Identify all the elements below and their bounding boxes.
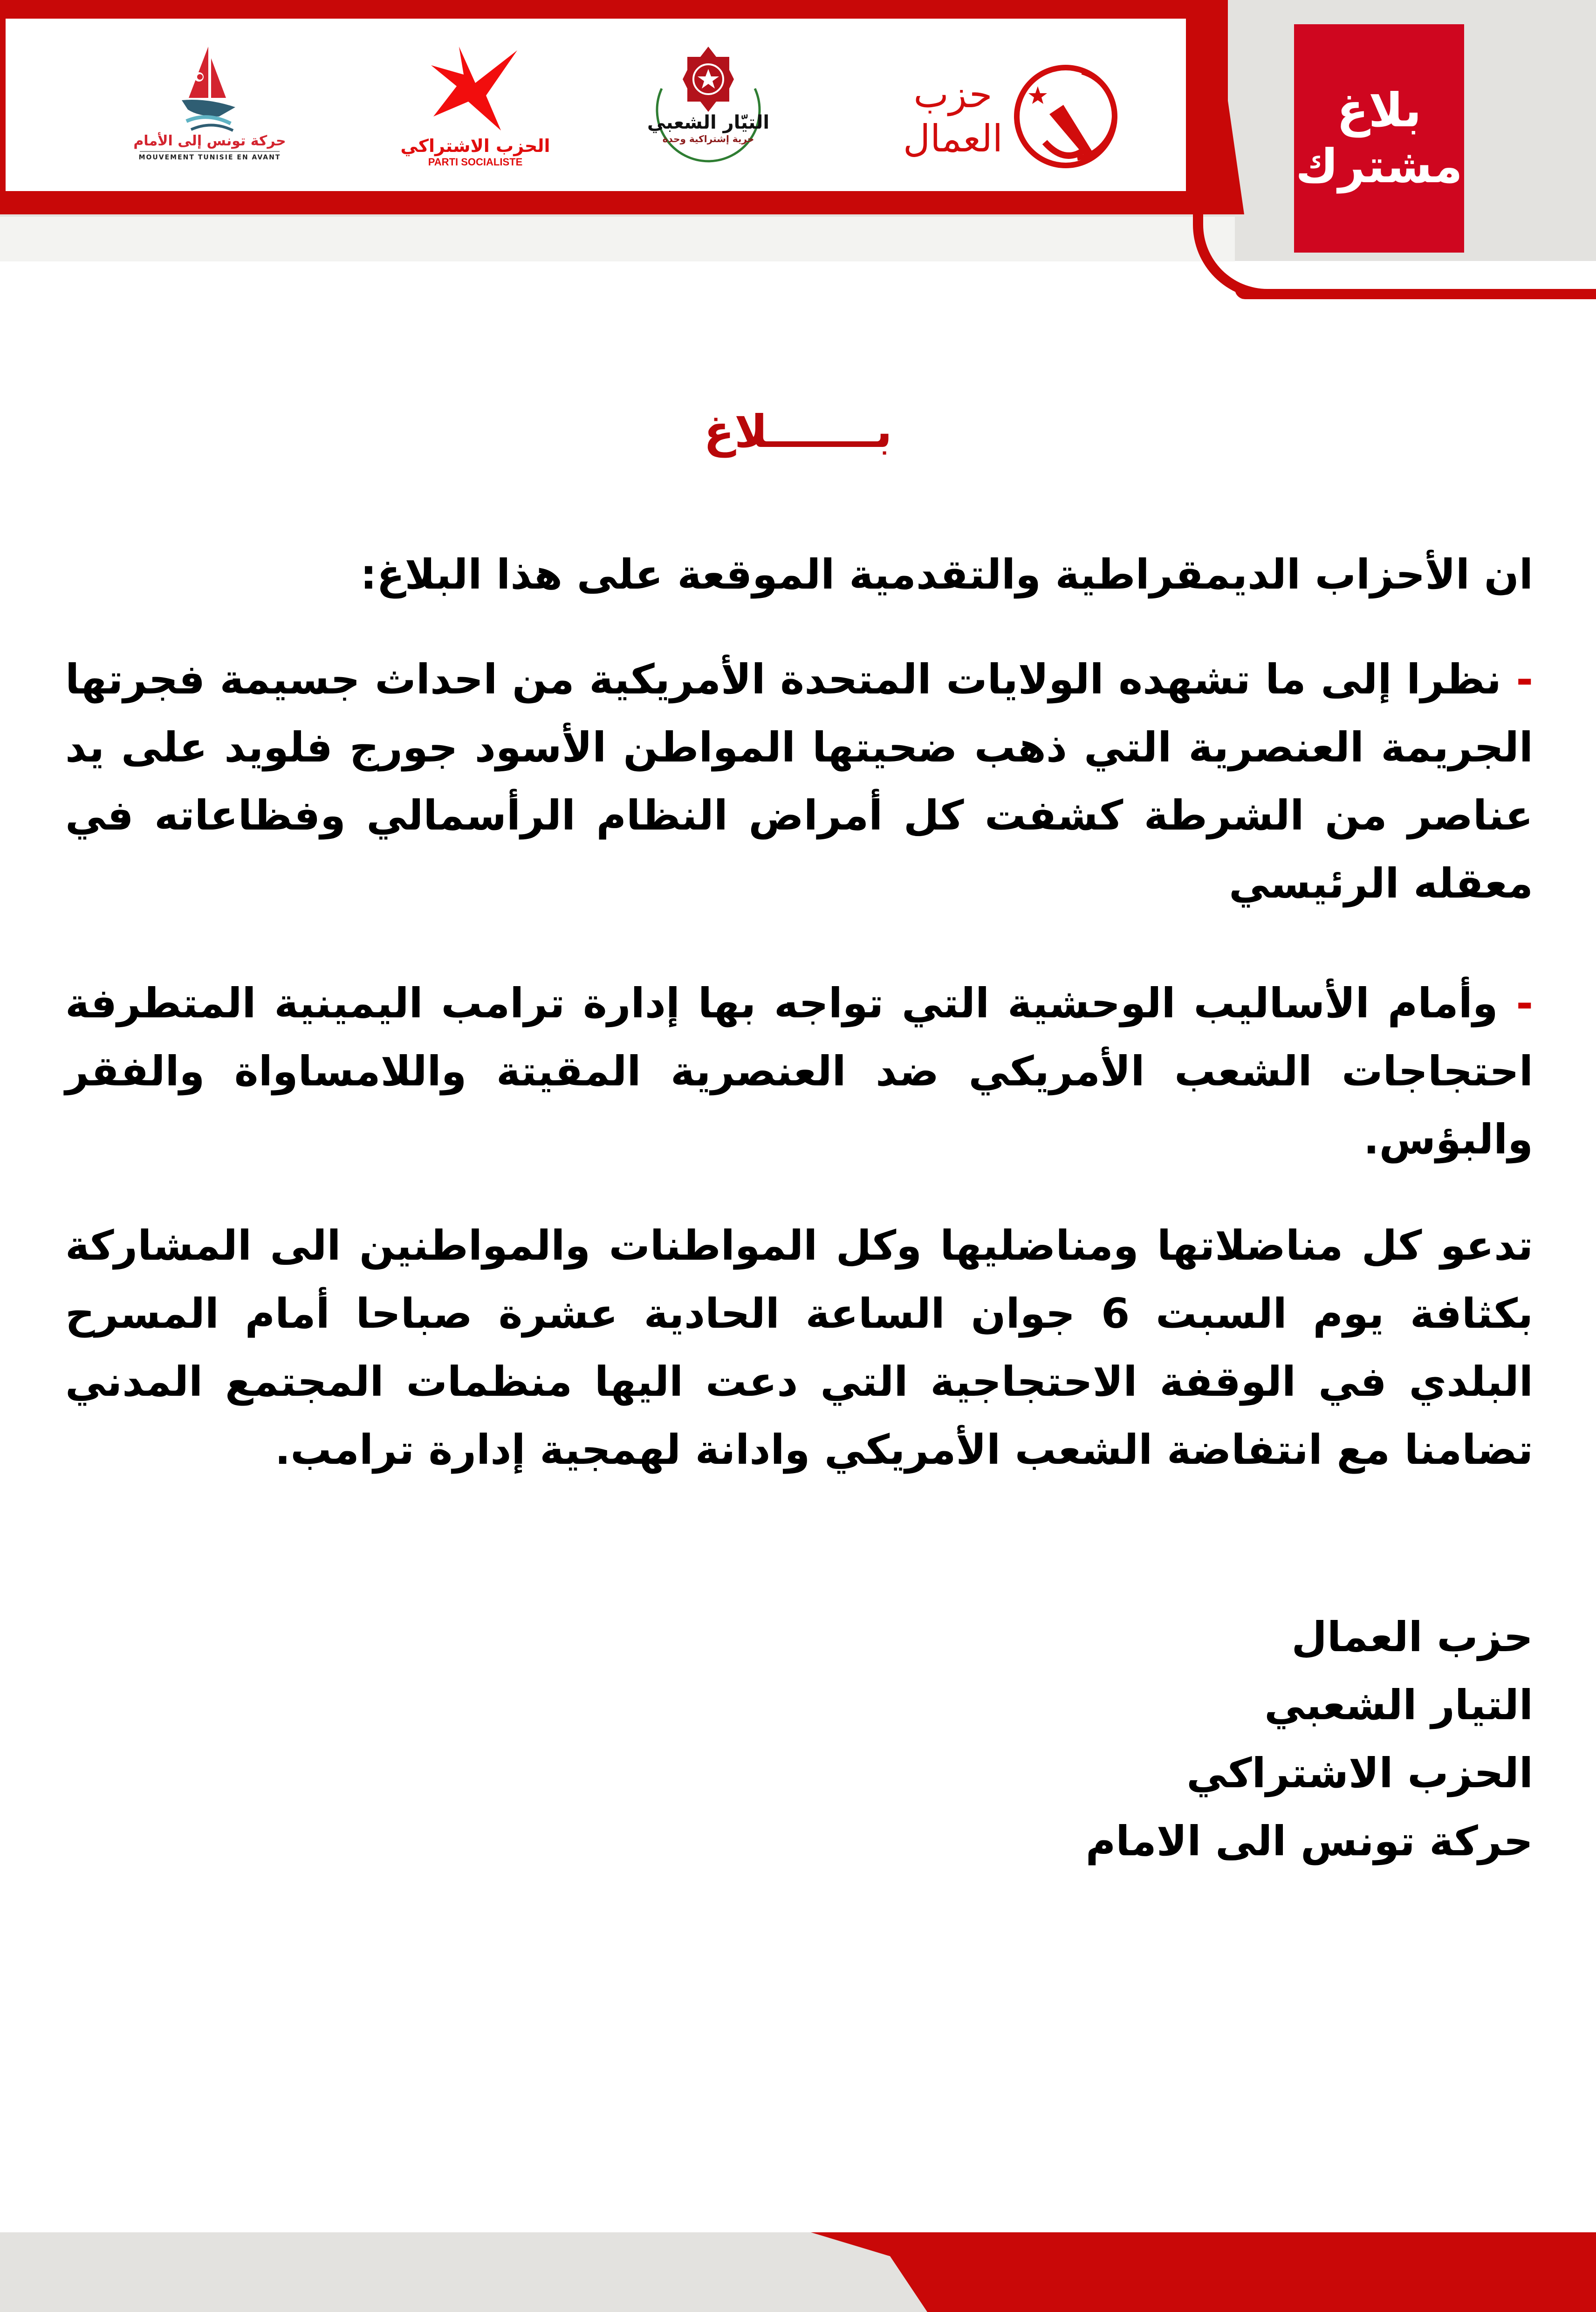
logo-ps-name-fr: PARTI SOCIALISTE bbox=[428, 156, 523, 168]
signatory: التيار الشعبي bbox=[1264, 1681, 1533, 1729]
logo-ps-name-ar: الحزب الاشتراكي bbox=[400, 136, 550, 156]
badge-line-1: بلاغ bbox=[1336, 83, 1422, 137]
logo-tayyar-tagline: حرية إشتراكية وحدة bbox=[662, 133, 754, 144]
joint-statement-badge bbox=[1294, 24, 1464, 253]
intro-sentence: ان الأحزاب الديمقراطية والتقدمية الموقعة على هذا البلاغ: bbox=[360, 550, 1533, 598]
header-lower-band bbox=[0, 217, 1235, 261]
paragraph-1-text: نظرا إلى ما تشهده الولايات المتحدة الأمريكية من احداث جسيمة فجرتها الجريمة العنصرية التي ذهب ضحيتها المواطن الأسود جورج فلويد على يد عناصر من الشرطة كشفت كل أمراض النظام الرأسمالي وفظاعاته في معقله الرئيسي bbox=[65, 655, 1533, 907]
signatory: حركة تونس الى الامام bbox=[1085, 1817, 1533, 1865]
header-underline bbox=[1235, 289, 1596, 299]
octagram-star-icon bbox=[683, 47, 734, 112]
signatory: الحزب الاشتراكي bbox=[1186, 1749, 1533, 1797]
footer-red-band bbox=[811, 2232, 1596, 2312]
dash-bullet: - bbox=[1516, 655, 1533, 703]
logo-tayyar-chaabi bbox=[647, 47, 770, 177]
paragraph-1 bbox=[65, 645, 1533, 918]
sailboat-icon bbox=[179, 47, 240, 133]
call-to-action-paragraph: تدعو كل مناضلاتها ومناضليها وكل المواطنات والمواطنين الى المشاركة بكثافة يوم السبت 6 جوان الساعة الحادية عشرة صباحا أمام المسرح البلدي في الوقفة الاحتجاجية التي دعت اليها منظمات المجتمع المدني تضامنا مع انتفاضة الشعب الأمريكي وادانة لهمجية إدارة ترامب. bbox=[65, 1221, 1534, 1474]
logo-parti-socialiste bbox=[400, 47, 550, 186]
logo-tunisia-name-ar: حركة تونس إلى الأمام bbox=[133, 133, 286, 149]
logo-tayyar-name-ar: التيّار الشعبي bbox=[647, 112, 770, 133]
paragraph-2-text: وأمام الأساليب الوحشية التي تواجه بها إدارة ترامب اليمينية المتطرفة احتجاجات الشعب الأمريكي ضد العنصرية المقيتة واللامساواة والفقر والبؤس. bbox=[65, 979, 1533, 1163]
logo-mouvement-tunisie-en-avant bbox=[133, 47, 287, 186]
header-curve-line bbox=[1193, 196, 1286, 299]
logo-hizb-al-ummal bbox=[876, 47, 1146, 186]
dash-bullet: - bbox=[1516, 979, 1533, 1027]
logo-workers-line1: حزب bbox=[913, 73, 993, 116]
hammer-sickle-icon bbox=[1012, 54, 1119, 179]
red-star-icon bbox=[431, 47, 520, 133]
paragraph-2 bbox=[65, 969, 1533, 1173]
document-title: بـــــــلاغ bbox=[704, 405, 892, 458]
signatories-list bbox=[1086, 1603, 1533, 1875]
signatory: حزب العمال bbox=[1291, 1613, 1533, 1661]
logo-tunisia-name-fr: MOUVEMENT TUNISIE EN AVANT bbox=[138, 154, 281, 161]
badge-line-2: مشترك bbox=[1295, 139, 1463, 193]
logo-workers-line2: العمال bbox=[903, 117, 1003, 160]
